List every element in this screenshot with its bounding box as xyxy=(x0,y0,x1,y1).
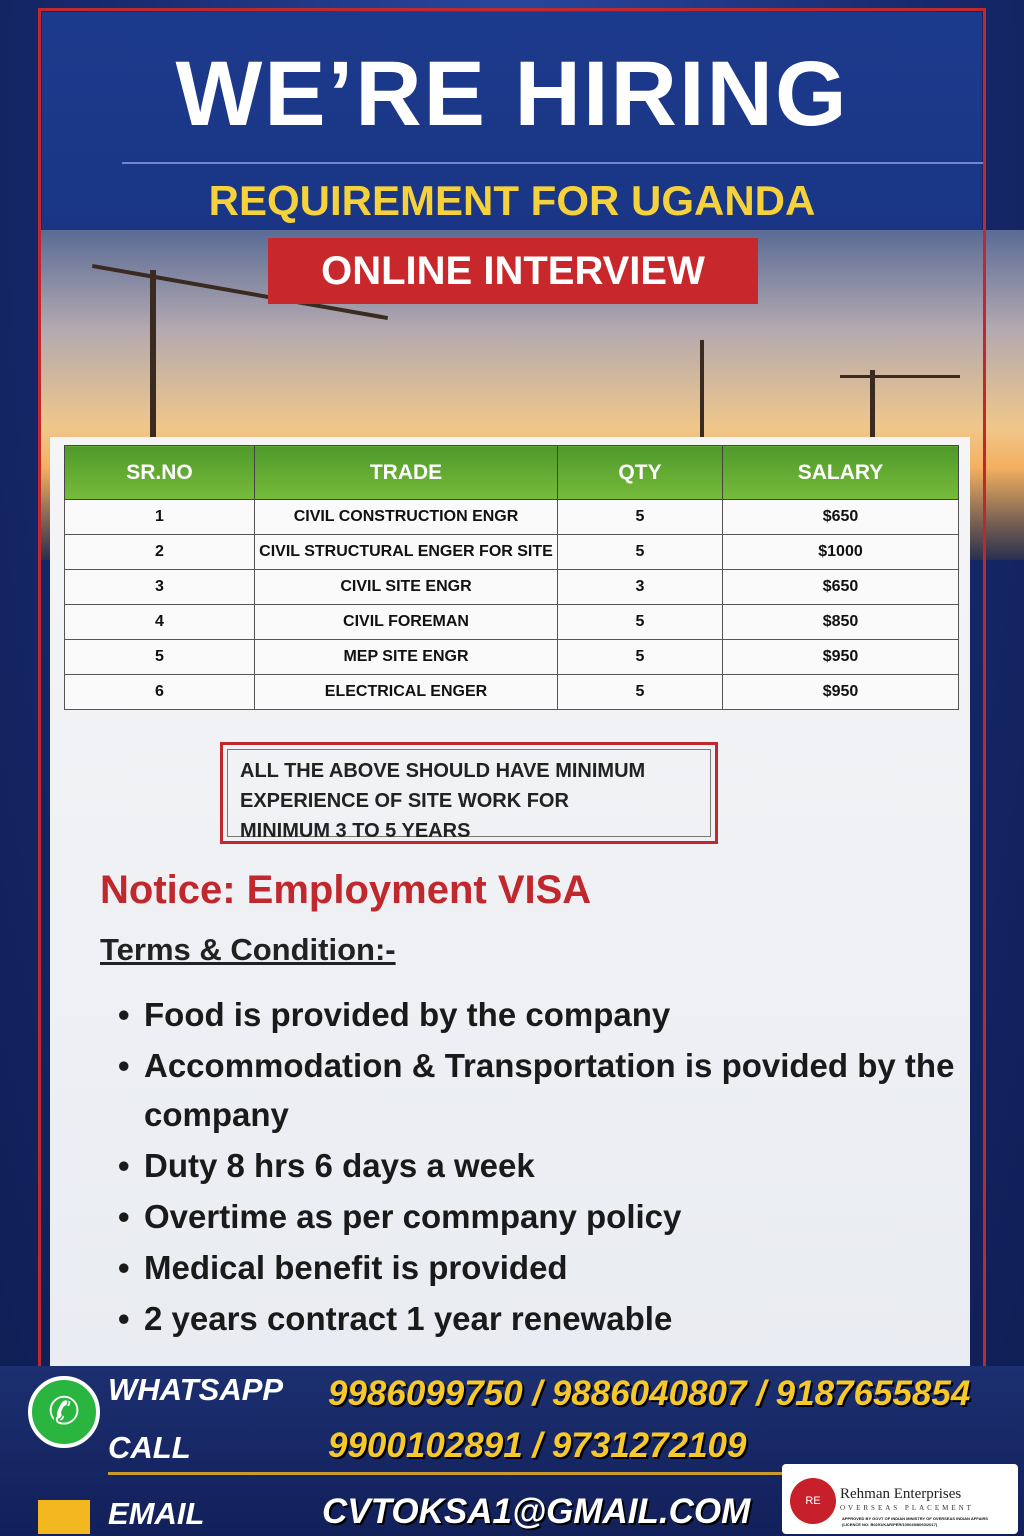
table-row xyxy=(65,640,959,675)
term-item: • Duty 8 hrs 6 days a week xyxy=(118,1141,958,1190)
cell-srno: 1 xyxy=(65,500,255,535)
approval-text: APPROVED BY GOVT OF INDIAN MINISTRY OF OVERSEAS INDIAN AFFAIRS xyxy=(842,1516,989,1521)
table-row xyxy=(65,535,959,570)
terms-list xyxy=(118,990,958,1345)
cell-salary: $650 xyxy=(723,500,959,535)
visa-notice: Notice: Employment VISA xyxy=(100,868,592,912)
cell-salary: $850 xyxy=(723,605,959,640)
cell-qty: 5 xyxy=(558,500,723,535)
col-header-srno: SR.NO xyxy=(65,446,255,500)
email-address[interactable]: CVTOKSA1@GMAIL.COM xyxy=(322,1492,751,1531)
email-label: EMAIL xyxy=(108,1496,205,1531)
table-row xyxy=(65,500,959,535)
term-item: • Food is provided by the company xyxy=(118,990,958,1039)
cell-srno: 5 xyxy=(65,640,255,675)
note-line: ALL THE ABOVE SHOULD HAVE MINIMUM xyxy=(240,760,646,782)
cell-trade: CIVIL CONSTRUCTION ENGR xyxy=(255,500,558,535)
logo-emblem: RE xyxy=(790,1478,836,1524)
call-label: CALL xyxy=(108,1430,191,1465)
cell-qty: 5 xyxy=(558,640,723,675)
term-item: • Overtime as per commpany policy xyxy=(118,1192,958,1241)
note-line: EXPERIENCE OF SITE WORK FOR xyxy=(240,790,569,812)
cell-trade: CIVIL FOREMAN xyxy=(255,605,558,640)
cell-trade: CIVIL STRUCTURAL ENGER FOR SITE xyxy=(255,535,558,570)
table-row xyxy=(65,570,959,605)
term-item: • Accommodation & Transportation is povided by the company xyxy=(118,1041,958,1139)
whatsapp-icon: ✆ xyxy=(28,1376,100,1448)
email-icon xyxy=(38,1500,90,1534)
table-row xyxy=(65,675,959,710)
cell-salary: $650 xyxy=(723,570,959,605)
cell-srno: 6 xyxy=(65,675,255,710)
cell-salary: $950 xyxy=(723,675,959,710)
col-header-salary: SALARY xyxy=(723,446,959,500)
terms-heading: Terms & Condition:- xyxy=(100,932,396,967)
online-interview-badge: ONLINE INTERVIEW xyxy=(268,238,758,304)
cell-srno: 2 xyxy=(65,535,255,570)
cell-qty: 5 xyxy=(558,675,723,710)
licence-text: (LICENCE NO: B0291/KAR/PER/100049/8060/2017) xyxy=(842,1522,938,1527)
cell-salary: $950 xyxy=(723,640,959,675)
logo-name: Rehman Enterprises xyxy=(840,1486,962,1502)
whatsapp-label: WHATSAPP xyxy=(108,1372,284,1407)
whatsapp-numbers[interactable]: 9986099750 / 9886040807 / 9187655854 xyxy=(328,1374,971,1413)
note-line: MINIMUM 3 TO 5 YEARS xyxy=(240,820,471,842)
divider xyxy=(108,1472,788,1475)
cell-srno: 4 xyxy=(65,605,255,640)
logo-approval xyxy=(842,1516,1017,1528)
subtitle: REQUIREMENT FOR UGANDA xyxy=(208,177,816,224)
page-title: WE’RE HIRING xyxy=(175,43,849,145)
company-logo xyxy=(782,1464,1018,1534)
experience-note xyxy=(220,742,718,844)
cell-qty: 5 xyxy=(558,535,723,570)
cell-trade: MEP SITE ENGR xyxy=(255,640,558,675)
cell-srno: 3 xyxy=(65,570,255,605)
term-item: • 2 years contract 1 year renewable xyxy=(118,1294,958,1343)
cell-trade: ELECTRICAL ENGER xyxy=(255,675,558,710)
term-item: • Medical benefit is provided xyxy=(118,1243,958,1292)
col-header-trade: TRADE xyxy=(255,446,558,500)
table-row xyxy=(65,605,959,640)
cell-salary: $1000 xyxy=(723,535,959,570)
col-header-qty: QTY xyxy=(558,446,723,500)
logo-tagline: OVERSEAS PLACEMENT xyxy=(840,1504,974,1512)
cell-qty: 3 xyxy=(558,570,723,605)
call-numbers[interactable]: 9900102891 / 9731272109 xyxy=(328,1426,747,1465)
jobs-table xyxy=(64,445,959,710)
cell-qty: 5 xyxy=(558,605,723,640)
cell-trade: CIVIL SITE ENGR xyxy=(255,570,558,605)
